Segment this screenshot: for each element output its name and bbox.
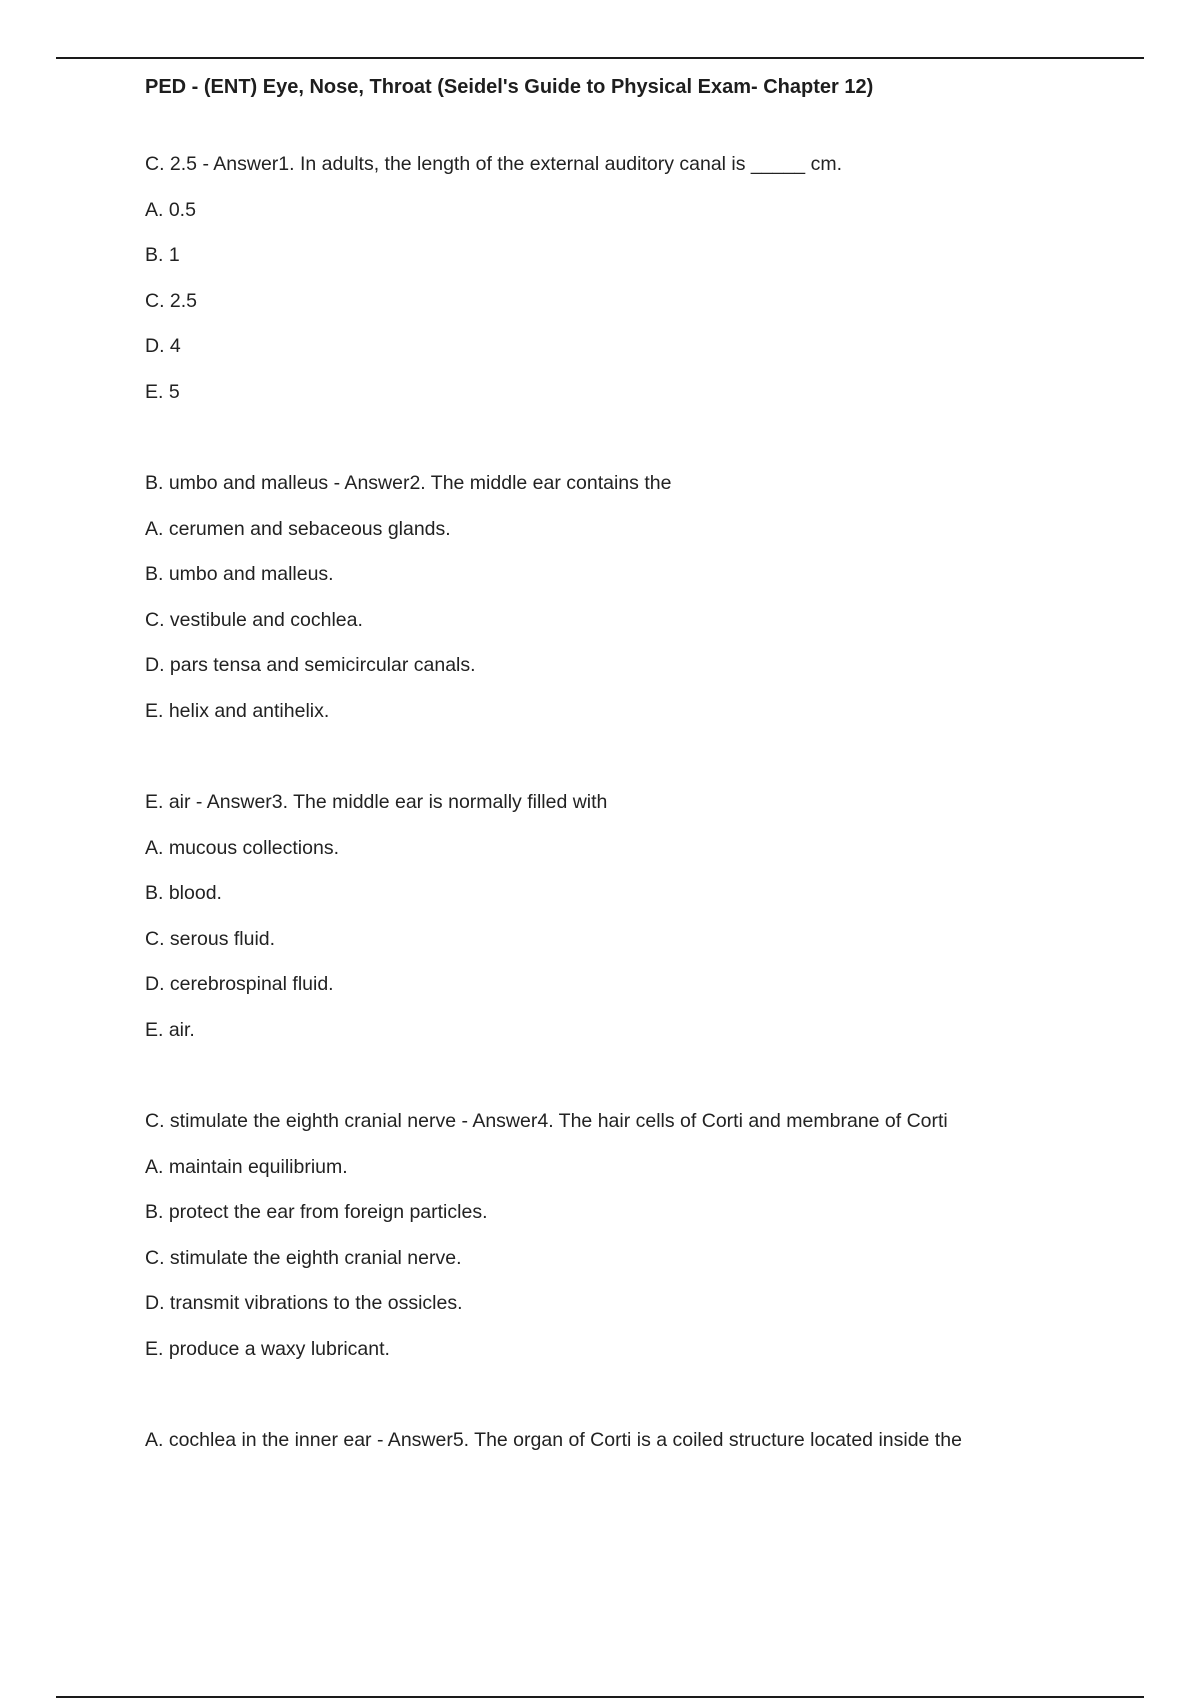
question-stem: B. umbo and malleus - Answer2. The middle ear contains the (145, 472, 672, 494)
answer-option: D. transmit vibrations to the ossicles. (145, 1292, 463, 1314)
answer-option: E. produce a waxy lubricant. (145, 1337, 390, 1360)
answer-option: E. 5 (145, 380, 180, 403)
answer-option: E. air. (145, 1018, 195, 1041)
answer-option: C. vestibule and cochlea. (145, 608, 363, 631)
question-stem: A. cochlea in the inner ear - Answer5. The organ of Corti is a coiled structure located inside the (145, 1429, 962, 1451)
answer-option: C. stimulate the eighth cranial nerve. (145, 1246, 462, 1269)
answer-option: C. serous fluid. (145, 927, 276, 950)
answer-option: D. 4 (145, 335, 181, 357)
question-4 (145, 1099, 1145, 1372)
answer-option: B. umbo and malleus. (145, 563, 334, 585)
answer-option: B. protect the ear from foreign particles. (145, 1201, 488, 1223)
question-1 (145, 142, 1145, 415)
answer-option: B. 1 (145, 244, 180, 266)
top-rule (56, 57, 1144, 59)
answer-option: E. helix and antihelix. (145, 699, 330, 722)
question-2 (145, 461, 1145, 734)
answer-option: D. pars tensa and semicircular canals. (145, 654, 476, 676)
answer-option: A. cerumen and sebaceous glands. (145, 517, 451, 540)
answer-option: C. 2.5 (145, 289, 198, 312)
question-5 (145, 1418, 1145, 1464)
answer-option: B. blood. (145, 882, 222, 904)
question-stem: C. stimulate the eighth cranial nerve - Answer4. The hair cells of Corti and membrane of Corti (145, 1110, 948, 1132)
answer-option: A. mucous collections. (145, 836, 340, 859)
bottom-rule (56, 1696, 1144, 1698)
answer-option: A. maintain equilibrium. (145, 1155, 348, 1178)
answer-option: A. 0.5 (145, 198, 196, 221)
answer-option: D. cerebrospinal fluid. (145, 973, 334, 995)
document-title: PED - (ENT) Eye, Nose, Throat (Seidel's Guide to Physical Exam- Chapter 12) (145, 76, 874, 98)
question-stem: E. air - Answer3. The middle ear is normally filled with (145, 791, 608, 813)
question-stem: C. 2.5 - Answer1. In adults, the length of the external auditory canal is _____ cm. (145, 153, 842, 175)
question-3 (145, 780, 1145, 1053)
document-body (145, 70, 1145, 1510)
